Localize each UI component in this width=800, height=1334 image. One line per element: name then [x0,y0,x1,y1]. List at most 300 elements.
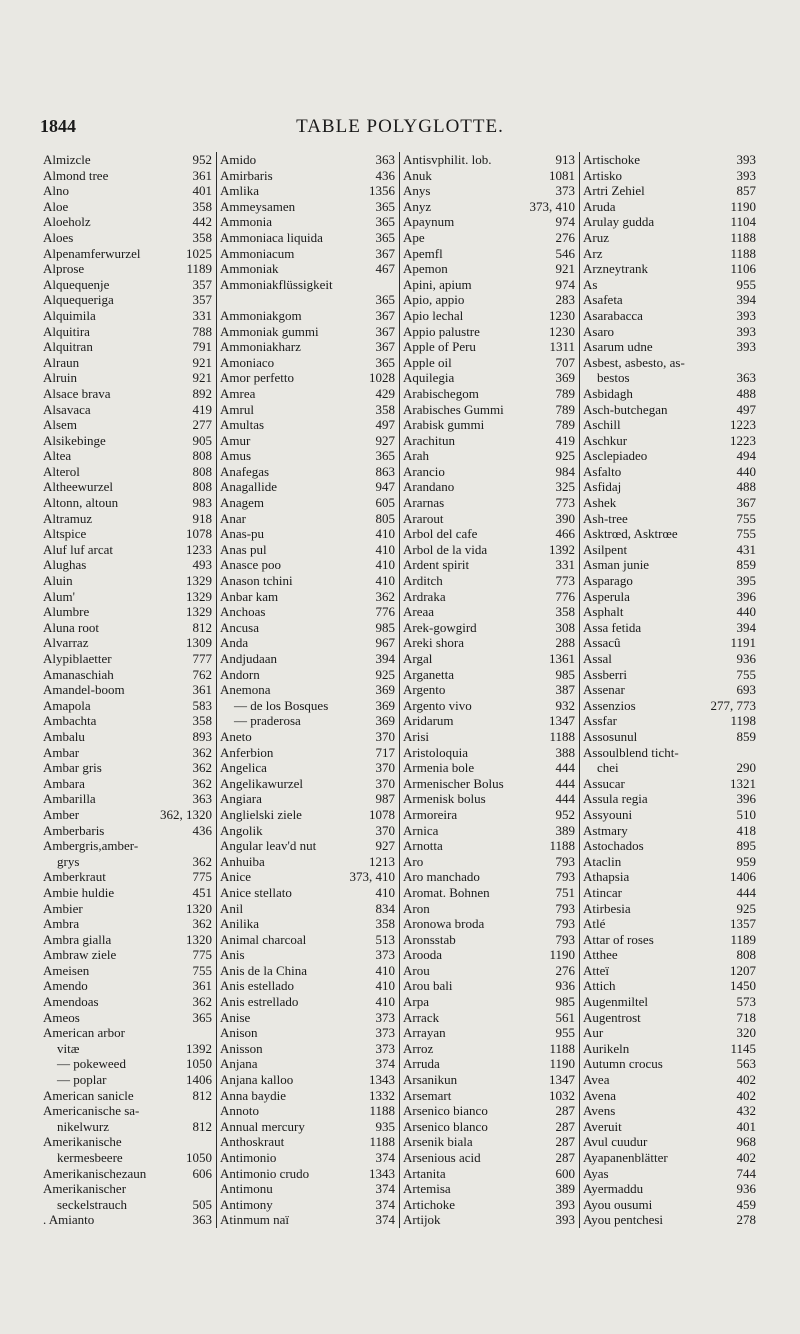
entry-page-ref: 370 [375,728,395,744]
entry-page-ref: 277, 773 [710,697,756,713]
entry-term: Ameisen [43,962,90,978]
index-entry [403,963,575,979]
index-entry [220,978,395,994]
index-entry [220,635,395,651]
index-entry [220,370,395,386]
entry-term: Alruin [43,370,77,386]
entry-term: Avul cuudur [583,1134,648,1150]
entry-term: Anda [220,635,249,651]
index-entry [403,214,575,230]
entry-page-ref: 1188 [549,838,575,854]
entry-page-ref: 583 [192,697,212,713]
entry-page-ref: 410 [375,541,395,557]
entry-term: Apio, appio [403,292,465,308]
entry-page-ref: 288 [555,635,575,651]
entry-term: Asch-butchegan [583,401,668,417]
entry-page-ref: 393 [555,1196,575,1212]
entry-term: Apaynum [403,214,455,230]
index-entry [403,261,575,277]
entry-page-ref: 410 [375,962,395,978]
entry-page-ref: 755 [736,666,756,682]
entry-term: As [583,276,598,292]
entry-page-ref: 751 [555,884,575,900]
entry-page-ref: 466 [555,526,575,542]
index-entry [583,854,756,870]
entry-term: Amapola [43,697,91,713]
index-entry [583,620,756,636]
entry-page-ref: 812 [192,619,212,635]
entry-page-ref: 1190 [730,198,756,214]
entry-term: Angelica [220,760,267,776]
entry-term: Anice [220,869,252,885]
index-entry [403,355,575,371]
entry-term: Anis [220,947,245,963]
entry-page-ref: 1230 [549,307,575,323]
index-entry [583,542,756,558]
entry-term: Asfalto [583,463,622,479]
entry-page-ref: 402 [736,1150,756,1165]
entry-page-ref: 410 [375,884,395,900]
index-entry [403,1025,575,1041]
entry-term: Anisson [220,1040,263,1056]
index-entry [220,1181,395,1197]
index-entry [403,698,575,714]
entry-page-ref: 605 [375,495,395,511]
index-entry [220,183,395,199]
entry-term: Altspice [43,526,87,542]
entry-term: Amandel-boom [43,682,125,698]
entry-term: chei [597,760,619,776]
entry-page-ref: 808 [192,463,212,479]
entry-page-ref: 370 [375,760,395,776]
entry-term: Arbol de la vida [403,541,488,557]
index-entry [43,776,212,792]
index-entry [583,1150,756,1166]
entry-page-ref: 410 [375,994,395,1010]
entry-page-ref: 863 [375,463,395,479]
entry-page-ref: 401 [192,183,212,199]
entry-page-ref: 361 [192,978,212,994]
index-entry [43,292,212,308]
entry-page-ref: 361 [192,167,212,183]
entry-page-ref: 393 [736,152,756,167]
entry-page-ref: 777 [192,651,212,666]
index-entry [220,885,395,901]
index-entry [583,1056,756,1072]
entry-page-ref: 369 [375,697,395,713]
index-entry [220,620,395,636]
entry-page-ref: 358 [192,198,212,214]
entry-term: Angiara [220,791,262,807]
entry-page-ref: 361 [192,682,212,698]
entry-page-ref: 1406 [730,869,756,885]
entry-term: Anice stellato [220,884,292,900]
index-entry [583,651,756,667]
index-entry [43,620,212,636]
entry-term: Asarum udne [583,339,653,355]
index-column-1 [40,152,216,1228]
entry-term: Averuit [583,1118,622,1134]
entry-page-ref: 1145 [730,1040,756,1056]
index-entry [43,339,212,355]
entry-page-ref: 744 [736,1165,756,1181]
index-entry [583,526,756,542]
entry-page-ref: 1329 [186,588,212,604]
index-entry [583,495,756,511]
entry-page-ref: 1188 [549,1040,575,1056]
entry-term: Artischoke [583,152,641,167]
index-entry [403,916,575,932]
entry-page-ref: 1343 [369,1165,395,1181]
entry-page-ref: 365 [375,292,395,308]
entry-page-ref: 1188 [730,245,756,261]
index-entry [43,230,212,246]
entry-page-ref: 935 [375,1118,395,1134]
entry-page-ref: 1347 [549,713,575,729]
entry-term: Amoniaco [220,354,275,370]
entry-term: Apple oil [403,354,452,370]
entry-term: Amberbaris [43,822,105,838]
entry-page-ref: 959 [736,853,756,869]
entry-page-ref: 363 [192,1212,212,1228]
index-entry [220,776,395,792]
entry-term: Asperula [583,588,630,604]
entry-term: Armenischer Bolus [403,775,504,791]
index-entry [583,355,756,371]
entry-term: Atirbesia [583,900,631,916]
entry-term: Aro manchado [403,869,480,885]
index-entry [220,713,395,729]
entry-term: Alsikebinge [43,432,106,448]
entry-page-ref: 707 [555,354,575,370]
entry-term: Assberri [583,666,628,682]
entry-page-ref: 776 [375,604,395,620]
entry-term: Anason tchini [220,573,293,589]
entry-page-ref: 1104 [730,214,756,230]
entry-term: Ambar [43,744,80,760]
entry-page-ref: 955 [555,1025,575,1041]
index-entry [583,152,756,168]
entry-term: Aschkur [583,432,628,448]
index-entry [220,417,395,433]
entry-page-ref: 1189 [186,261,212,277]
entry-page-ref: 363 [375,152,395,167]
index-entry [583,807,756,823]
entry-page-ref: 1320 [186,931,212,947]
entry-term: Anagallide [220,479,278,495]
entry-term: Alughas [43,557,87,573]
index-entry [43,854,212,870]
entry-page-ref: 394 [375,651,395,666]
entry-page-ref: 401 [736,1118,756,1134]
entry-term: . Amianto [43,1212,95,1228]
index-entry [403,526,575,542]
entry-page-ref: 773 [555,495,575,511]
index-entry [583,1119,756,1135]
index-entry [220,402,395,418]
entry-term: Aloeholz [43,214,91,230]
index-entry [403,869,575,885]
entry-term: Amur [220,432,251,448]
entry-term: Ayas [583,1165,609,1181]
entry-page-ref: 370 [375,822,395,838]
entry-page-ref: 718 [736,1009,756,1025]
entry-term: Ayou pentchesi [583,1212,664,1228]
entry-term: Ambra [43,916,80,932]
entry-page-ref: 513 [375,931,395,947]
entry-page-ref: 373 [375,947,395,963]
entry-page-ref: 369 [375,682,395,698]
entry-page-ref: 419 [192,401,212,417]
index-columns [40,152,760,1228]
entry-page-ref: 936 [736,651,756,666]
entry-page-ref: 389 [555,1181,575,1197]
entry-term: Anemona [220,682,271,698]
index-entry [403,1010,575,1026]
entry-term: Amerikanischer [43,1181,127,1197]
entry-page-ref: 932 [555,697,575,713]
page-header [40,116,760,142]
index-entry [43,386,212,402]
entry-term: Altea [43,448,72,464]
entry-term: Arulay gudda [583,214,655,230]
entry-term: Assucar [583,775,625,791]
index-entry [403,557,575,573]
entry-page-ref: 396 [736,791,756,807]
entry-term: Aurikeln [583,1040,630,1056]
index-entry [403,292,575,308]
entry-page-ref: 362 [375,588,395,604]
index-entry [43,277,212,293]
entry-term: Alraun [43,354,80,370]
index-entry [583,604,756,620]
entry-page-ref: 362 [192,994,212,1010]
index-entry [220,682,395,698]
index-entry [403,573,575,589]
index-entry [43,901,212,917]
entry-page-ref: 983 [192,495,212,511]
index-entry [583,230,756,246]
index-entry [403,277,575,293]
entry-page-ref: 363 [736,370,756,386]
entry-page-ref: 812 [192,1087,212,1103]
entry-term: Asarabacca [583,307,643,323]
entry-page-ref: 936 [555,978,575,994]
entry-term: Ape [403,229,425,245]
index-entry [583,760,756,776]
entry-page-ref: 373 [375,1009,395,1025]
entry-page-ref: 1188 [730,229,756,245]
entry-term: Anas pul [220,541,267,557]
entry-term: Annual mercury [220,1118,305,1134]
index-entry [583,1134,756,1150]
index-entry [220,433,395,449]
entry-term: — poplar [57,1072,107,1088]
entry-term: Angular leav'd nut [220,838,317,854]
entry-term: — de los Bosques [234,697,329,713]
entry-term: Atlé [583,916,606,932]
entry-page-ref: 393 [736,307,756,323]
index-entry [43,308,212,324]
entry-term: Aruz [583,229,609,245]
index-entry [220,604,395,620]
entry-page-ref: 431 [736,541,756,557]
entry-term: Amerikanische [43,1134,122,1150]
entry-page-ref: 320 [736,1025,756,1041]
index-entry [583,386,756,402]
index-entry [403,635,575,651]
index-entry [220,1197,395,1213]
index-entry [403,1119,575,1135]
entry-term: Asclepiadeo [583,448,648,464]
index-column-3 [399,152,579,1228]
index-entry [43,1212,212,1228]
index-entry [43,604,212,620]
index-entry [220,1072,395,1088]
entry-term: Andjudaan [220,651,278,666]
entry-term: Aromat. Bohnen [403,884,490,900]
entry-page-ref: 606 [192,1165,212,1181]
entry-term: Arek-gowgird [403,619,477,635]
entry-term: Aur [583,1025,604,1041]
entry-term: Anis de la China [220,962,308,978]
entry-term: Altonn, altoun [43,495,119,511]
entry-term: Ammoniakgom [220,307,302,323]
entry-term: Arachitun [403,432,455,448]
entry-term: seckelstrauch [57,1196,128,1212]
index-entry [43,168,212,184]
entry-term: Alprose [43,261,85,277]
entry-term: Ammoniakharz [220,339,301,355]
entry-page-ref: 331 [192,307,212,323]
index-entry [43,1134,212,1150]
entry-page-ref: 776 [555,588,575,604]
index-entry [220,729,395,745]
index-entry [583,978,756,994]
entry-term: Argento vivo [403,697,472,713]
entry-term: Almond tree [43,167,109,183]
entry-term: Ambachta [43,713,97,729]
index-entry [583,745,756,761]
index-entry [220,823,395,839]
entry-page-ref: 362 [192,853,212,869]
index-entry [43,1010,212,1026]
entry-page-ref: 1028 [369,370,395,386]
entry-page-ref: 373 [375,1040,395,1056]
index-entry [43,916,212,932]
entry-term: Alum' [43,588,75,604]
entry-term: Alquitira [43,323,90,339]
entry-page-ref: 925 [736,900,756,916]
index-entry [583,292,756,308]
index-entry [43,589,212,605]
entry-page-ref: 1309 [186,635,212,651]
entry-term: Arnotta [403,838,443,854]
entry-term: Arsemart [403,1087,452,1103]
entry-page-ref: 1357 [730,916,756,932]
index-entry [583,947,756,963]
entry-page-ref: 396 [736,588,756,604]
index-entry [403,542,575,558]
entry-page-ref: 488 [736,479,756,495]
index-entry [403,324,575,340]
entry-page-ref: 1223 [730,417,756,433]
entry-term: Appio palustre [403,323,480,339]
entry-page-ref: 1078 [369,806,395,822]
entry-page-ref: 362 [192,775,212,791]
entry-term: Ayapanenblätter [583,1150,668,1165]
entry-term: Asilpent [583,541,628,557]
entry-term: Aluf luf arcat [43,541,114,557]
index-entry [43,823,212,839]
entry-page-ref: 1392 [549,541,575,557]
entry-page-ref: 859 [736,557,756,573]
index-entry [43,526,212,542]
index-entry [583,417,756,433]
entry-term: Augentrost [583,1009,641,1025]
entry-term: Artemisa [403,1181,451,1197]
index-entry [220,339,395,355]
entry-term: Artisko [583,167,622,183]
entry-page-ref: 365 [375,354,395,370]
index-entry [43,698,212,714]
entry-term: Ardent spirit [403,557,470,573]
index-entry [220,199,395,215]
index-entry [403,152,575,168]
entry-page-ref: 362 [192,916,212,932]
entry-term: Anna baydie [220,1087,287,1103]
entry-term: Arabischegom [403,385,479,401]
index-entry [220,994,395,1010]
index-entry [220,542,395,558]
entry-page-ref: 1191 [730,635,756,651]
entry-term: Atincar [583,884,622,900]
index-entry [403,1134,575,1150]
entry-page-ref: 1392 [186,1040,212,1056]
index-entry [583,729,756,745]
entry-term: Ambie huldie [43,884,115,900]
index-entry [43,1166,212,1182]
index-entry [43,635,212,651]
index-entry [43,1103,212,1119]
index-entry [403,682,575,698]
index-entry [43,947,212,963]
index-entry [583,433,756,449]
index-entry [220,526,395,542]
entry-page-ref: 365 [375,448,395,464]
entry-page-ref: 394 [736,619,756,635]
entry-term: Amendoas [43,994,99,1010]
entry-page-ref: 393 [736,339,756,355]
entry-page-ref: 1025 [186,245,212,261]
entry-page-ref: 925 [375,666,395,682]
entry-page-ref: 921 [192,354,212,370]
index-entry [43,1056,212,1072]
entry-term: Areki shora [403,635,465,651]
index-entry [43,1181,212,1197]
entry-page-ref: 432 [736,1103,756,1119]
entry-term: American sanicle [43,1087,134,1103]
page-number: 1844 [40,116,76,136]
index-entry [220,947,395,963]
entry-page-ref: 1230 [549,323,575,339]
index-entry [220,168,395,184]
entry-term: Antisvphilit. lob. [403,152,492,167]
index-entry [583,1166,756,1182]
index-entry [220,760,395,776]
entry-term: Angolik [220,822,263,838]
entry-term: Attar of roses [583,931,654,947]
